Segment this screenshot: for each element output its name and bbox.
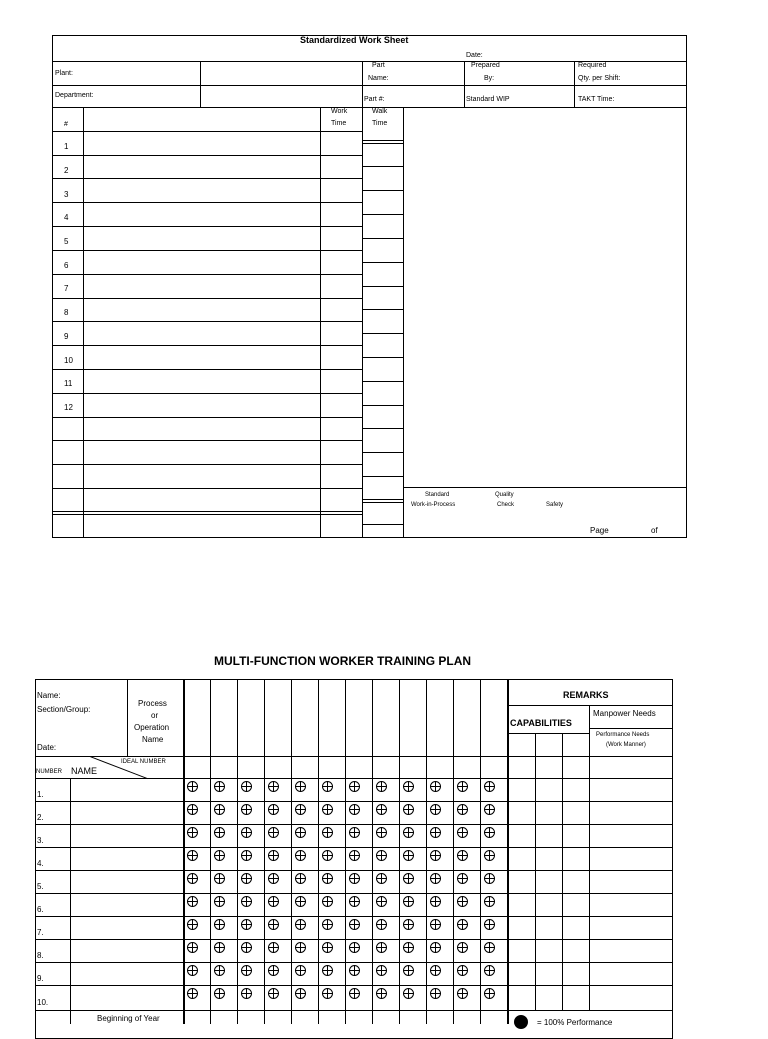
- performance-legend-label: = 100% Performance: [537, 1018, 613, 1027]
- skill-circle-cross-icon: [403, 873, 414, 884]
- worker-row-number: 9.: [37, 974, 44, 983]
- skill-circle-cross-icon: [241, 965, 252, 976]
- skill-circle-cross-icon: [484, 919, 495, 930]
- skill-circle-cross-icon: [241, 896, 252, 907]
- skill-circle-cross-icon: [376, 850, 387, 861]
- worker-row-number: 5.: [37, 882, 44, 891]
- skill-circle-cross-icon: [214, 781, 225, 792]
- skill-circle-cross-icon: [322, 942, 333, 953]
- skill-circle-cross-icon: [376, 827, 387, 838]
- skill-circle-cross-icon: [295, 965, 306, 976]
- skill-circle-cross-icon: [457, 827, 468, 838]
- skill-circle-cross-icon: [457, 919, 468, 930]
- skill-circle-cross-icon: [214, 827, 225, 838]
- department-label: Department:: [55, 92, 94, 99]
- skill-circle-cross-icon: [214, 965, 225, 976]
- skill-circle-cross-icon: [457, 804, 468, 815]
- skill-circle-cross-icon: [268, 919, 279, 930]
- skill-circle-cross-icon: [376, 988, 387, 999]
- row-number: 4: [64, 213, 69, 222]
- skill-circle-cross-icon: [241, 873, 252, 884]
- skill-circle-cross-icon: [241, 919, 252, 930]
- skill-circle-cross-icon: [484, 827, 495, 838]
- skill-circle-cross-icon: [403, 896, 414, 907]
- skill-circle-cross-icon: [484, 850, 495, 861]
- skill-circle-cross-icon: [268, 965, 279, 976]
- part-number-label: Part #:: [364, 96, 385, 103]
- skill-circle-cross-icon: [322, 896, 333, 907]
- name-column-label: NAME: [71, 766, 98, 776]
- row-number: 12: [64, 403, 73, 412]
- worker-row-number: 7.: [37, 928, 44, 937]
- skill-circle-cross-icon: [376, 873, 387, 884]
- skill-circle-cross-icon: [484, 896, 495, 907]
- skill-circle-cross-icon: [295, 988, 306, 999]
- skill-circle-cross-icon: [214, 850, 225, 861]
- skill-circle-cross-icon: [295, 781, 306, 792]
- of-label: of: [651, 526, 658, 535]
- skill-circle-cross-icon: [457, 896, 468, 907]
- skill-circle-cross-icon: [403, 988, 414, 999]
- skill-circle-cross-icon: [403, 942, 414, 953]
- skill-circle-cross-icon: [457, 873, 468, 884]
- walk-time-header-1: Walk: [372, 108, 388, 115]
- manpower-needs-label: Manpower Needs: [593, 709, 656, 718]
- skill-circle-cross-icon: [349, 919, 360, 930]
- skill-circle-cross-icon: [376, 919, 387, 930]
- skill-circle-cross-icon: [349, 965, 360, 976]
- skill-circle-cross-icon: [268, 873, 279, 884]
- skill-circle-cross-icon: [430, 919, 441, 930]
- skill-circle-cross-icon: [403, 965, 414, 976]
- skill-circle-cross-icon: [268, 827, 279, 838]
- skill-circle-cross-icon: [376, 942, 387, 953]
- worker-row-number: 6.: [37, 905, 44, 914]
- skill-circle-cross-icon: [241, 804, 252, 815]
- performance-needs-label-2: (Work Manner): [606, 742, 646, 748]
- skill-circle-cross-icon: [484, 942, 495, 953]
- required-label-1: Required: [578, 62, 607, 69]
- plant-label: Plant:: [55, 70, 73, 77]
- skill-circle-cross-icon: [214, 919, 225, 930]
- skill-circle-cross-icon: [430, 873, 441, 884]
- skill-circle-cross-icon: [241, 781, 252, 792]
- skill-circle-cross-icon: [241, 988, 252, 999]
- skill-circle-cross-icon: [430, 965, 441, 976]
- skill-circle-cross-icon: [214, 873, 225, 884]
- skill-circle-cross-icon: [295, 919, 306, 930]
- row-number: 9: [64, 332, 69, 341]
- name-label: Name:: [37, 691, 61, 700]
- row-number: 3: [64, 190, 69, 199]
- skill-circle-cross-icon: [349, 804, 360, 815]
- process-label-3: Operation: [134, 723, 170, 732]
- skill-circle-cross-icon: [187, 896, 198, 907]
- performance-needs-label-1: Performance Needs: [596, 732, 650, 738]
- skill-circle-cross-icon: [322, 850, 333, 861]
- training-plan-title: MULTI-FUNCTION WORKER TRAINING PLAN: [214, 654, 472, 668]
- worker-row-number: 3.: [37, 836, 44, 845]
- legend-standard-wip-2: Work-in-Process: [411, 502, 456, 508]
- skill-circle-cross-icon: [322, 988, 333, 999]
- skill-circle-cross-icon: [322, 804, 333, 815]
- row-number: 2: [64, 166, 69, 175]
- walk-time-header-2: Time: [372, 120, 388, 127]
- legend-safety: Safety: [546, 502, 564, 508]
- skill-circle-cross-icon: [268, 896, 279, 907]
- part-name-label-2: Name:: [368, 75, 389, 82]
- skill-circle-cross-icon: [376, 965, 387, 976]
- number-label: NUMBER: [36, 769, 63, 775]
- skill-circle-cross-icon: [241, 827, 252, 838]
- skill-circle-cross-icon: [241, 850, 252, 861]
- skill-circle-cross-icon: [457, 988, 468, 999]
- prepared-label-1: Prepared: [471, 62, 500, 69]
- skill-circle-cross-icon: [484, 965, 495, 976]
- skill-circle-cross-icon: [484, 781, 495, 792]
- skill-circle-cross-icon: [430, 781, 441, 792]
- skill-circle-cross-icon: [322, 965, 333, 976]
- part-name-label-1: Part: [372, 62, 385, 69]
- skill-circle-cross-icon: [457, 942, 468, 953]
- beginning-of-year-label: Beginning of Year: [97, 1014, 160, 1023]
- page-label: Page: [590, 526, 609, 535]
- skill-circle-cross-icon: [430, 850, 441, 861]
- skill-circle-cross-icon: [187, 873, 198, 884]
- skill-circle-cross-icon: [349, 850, 360, 861]
- legend-standard-wip-1: Standard: [425, 492, 450, 498]
- row-number: 5: [64, 237, 69, 246]
- process-label-2: or: [151, 711, 159, 720]
- takt-time-label: TAKT Time:: [578, 96, 615, 103]
- worker-row-number: 8.: [37, 951, 44, 960]
- skill-circle-cross-icon: [214, 896, 225, 907]
- skill-circle-cross-icon: [349, 896, 360, 907]
- sheet1-date-label: Date:: [466, 52, 483, 59]
- capabilities-label: CAPABILITIES: [510, 718, 572, 728]
- skill-circle-cross-icon: [430, 896, 441, 907]
- skill-circle-cross-icon: [430, 827, 441, 838]
- skill-circle-cross-icon: [214, 988, 225, 999]
- skill-circle-cross-icon: [295, 827, 306, 838]
- skill-circle-cross-icon: [457, 965, 468, 976]
- skill-circle-cross-icon: [187, 965, 198, 976]
- skill-circle-cross-icon: [349, 827, 360, 838]
- skill-circle-cross-icon: [430, 804, 441, 815]
- performance-dot-icon: [514, 1015, 528, 1029]
- worker-row-number: 2.: [37, 813, 44, 822]
- skill-circle-cross-icon: [349, 781, 360, 792]
- skill-circle-cross-icon: [187, 988, 198, 999]
- skill-circle-cross-icon: [268, 988, 279, 999]
- skill-circle-cross-icon: [457, 781, 468, 792]
- section-group-label: Section/Group:: [37, 705, 91, 714]
- skill-circle-cross-icon: [187, 827, 198, 838]
- skill-circle-cross-icon: [484, 988, 495, 999]
- skill-circle-cross-icon: [430, 988, 441, 999]
- skill-circle-cross-icon: [484, 873, 495, 884]
- skill-circle-cross-icon: [403, 919, 414, 930]
- row-number: 6: [64, 261, 69, 270]
- legend-quality-check-2: Check: [497, 502, 515, 508]
- skill-circle-cross-icon: [295, 942, 306, 953]
- skill-circle-cross-icon: [268, 781, 279, 792]
- skill-circle-cross-icon: [322, 919, 333, 930]
- work-time-header-1: Work: [331, 108, 348, 115]
- skill-circle-cross-icon: [187, 919, 198, 930]
- skill-circle-cross-icon: [187, 781, 198, 792]
- sheet1-title: Standardized Work Sheet: [300, 35, 409, 45]
- skill-circle-cross-icon: [403, 804, 414, 815]
- skill-circle-cross-icon: [376, 781, 387, 792]
- skill-circle-cross-icon: [295, 850, 306, 861]
- row-number: 1: [64, 142, 69, 151]
- skill-circle-cross-icon: [187, 804, 198, 815]
- remarks-label: REMARKS: [563, 690, 609, 700]
- legend-quality-check-1: Quality: [495, 492, 514, 498]
- skill-circle-cross-icon: [187, 942, 198, 953]
- skill-circle-cross-icon: [268, 850, 279, 861]
- skill-circle-cross-icon: [484, 804, 495, 815]
- skill-circle-cross-icon: [403, 827, 414, 838]
- skill-circle-cross-icon: [349, 873, 360, 884]
- row-number: 10: [64, 356, 73, 365]
- skill-circle-cross-icon: [457, 850, 468, 861]
- process-label-1: Process: [138, 699, 167, 708]
- prepared-label-2: By:: [484, 75, 495, 82]
- skill-circle-cross-icon: [214, 942, 225, 953]
- training-date-label: Date:: [37, 743, 57, 752]
- skill-circle-cross-icon: [241, 942, 252, 953]
- skill-circle-cross-icon: [295, 896, 306, 907]
- skill-circle-cross-icon: [349, 942, 360, 953]
- skill-circle-cross-icon: [214, 804, 225, 815]
- row-number: 7: [64, 284, 69, 293]
- skill-circle-cross-icon: [403, 781, 414, 792]
- skill-circle-cross-icon: [322, 781, 333, 792]
- skill-circle-cross-icon: [268, 804, 279, 815]
- skill-circle-cross-icon: [295, 873, 306, 884]
- ideal-number-label: IDEAL NUMBER: [121, 759, 166, 765]
- skill-circle-cross-icon: [376, 804, 387, 815]
- work-time-header-2: Time: [331, 120, 347, 127]
- number-header: #: [64, 121, 68, 128]
- skill-circle-cross-icon: [349, 988, 360, 999]
- row-number: 8: [64, 308, 69, 317]
- skill-circle-cross-icon: [268, 942, 279, 953]
- skill-circle-cross-icon: [295, 804, 306, 815]
- worker-row-number: 10.: [37, 998, 49, 1007]
- worker-row-number: 1.: [37, 790, 44, 799]
- skill-circle-cross-icon: [376, 896, 387, 907]
- required-label-2: Qty. per Shift:: [578, 75, 621, 82]
- skill-circle-cross-icon: [322, 827, 333, 838]
- skill-circle-cross-icon: [403, 850, 414, 861]
- skill-circle-cross-icon: [187, 850, 198, 861]
- process-label-4: Name: [142, 735, 164, 744]
- skill-circle-cross-icon: [322, 873, 333, 884]
- row-number: 11: [64, 379, 73, 388]
- skill-circle-cross-icon: [430, 942, 441, 953]
- worker-row-number: 4.: [37, 859, 44, 868]
- standard-wip-label: Standard WIP: [466, 96, 510, 103]
